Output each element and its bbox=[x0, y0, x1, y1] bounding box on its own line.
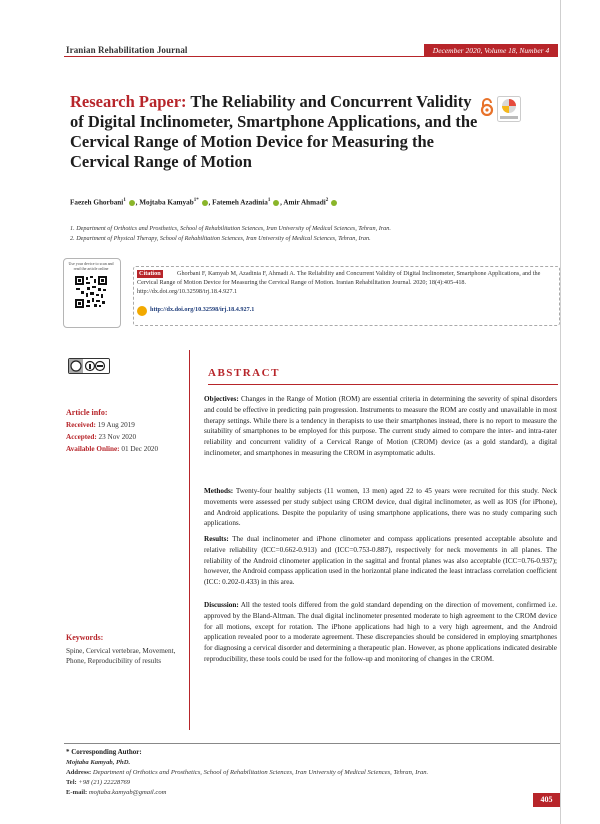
qr-caption: Use your device to scan and read the article online bbox=[68, 261, 114, 271]
issue-label: December 2020, Volume 18, Number 4 bbox=[424, 44, 558, 57]
citation-label: Citation bbox=[139, 270, 161, 277]
author-name[interactable]: Mojtaba Kamyab bbox=[139, 198, 194, 207]
affiliation-2: 2. Department of Physical Therapy, School of Rehabilitation Sciences, Iran University of Medical Sciences, Tehran, Iran. bbox=[70, 235, 371, 242]
doi-icon bbox=[137, 306, 147, 316]
objectives-label: Objectives: bbox=[204, 395, 239, 403]
results-label: Results: bbox=[204, 535, 229, 543]
email-label: E-mail: bbox=[66, 789, 88, 796]
cc-license-icon[interactable] bbox=[68, 358, 110, 374]
received-date bbox=[66, 421, 135, 429]
article-title bbox=[70, 92, 480, 172]
abstract-objectives bbox=[204, 394, 557, 459]
journal-name: Iranian Rehabilitation Journal bbox=[66, 45, 188, 55]
available-date bbox=[66, 445, 158, 453]
accepted-value: 23 Nov 2020 bbox=[98, 433, 137, 441]
article-type: Research Paper: bbox=[70, 92, 187, 111]
address-label: Address: bbox=[66, 769, 92, 776]
objectives-text: Changes in the Range of Motion (ROM) are essential criteria in determining the severity of spinal disorders and could be effective in predicting pain progression. Instruments to measure the ROM are costly and unavailable in most therapy settings. While there is a tendency in therapists to use their smartphones instead, there is no report to measure the suitability of smartphones to be employed for this purpose. The current study aimed to compare the inter- and intra-rater reliability and concurrent validity of a Cervical Range of Motion (CROM) device (as a gold standard), a digital inclinometer, and smartphones in measuring the CROM in asymptomatic adults. bbox=[204, 395, 557, 457]
author-affiliation: 1 bbox=[267, 198, 271, 203]
methods-text: Twenty-four healthy subjects (11 women, 13 men) aged 22 to 45 years were recruited for this study. Neck movements were assessed per study subject using CROM device, dual digital inclinometer, as well as IOS (for iPhone), and Android applications. Despite the popularity of using smartphone applications, there was no study comparing such applications. bbox=[204, 487, 557, 528]
corresponding-address bbox=[66, 769, 428, 776]
abstract-discussion bbox=[204, 600, 557, 665]
footer-rule bbox=[64, 743, 560, 744]
available-label: Available Online: bbox=[66, 445, 120, 453]
accepted-label: Accepted: bbox=[66, 433, 97, 441]
email-value[interactable]: mojtaba.kamyab@gmail.com bbox=[88, 789, 167, 796]
available-value: 01 Dec 2020 bbox=[121, 445, 159, 453]
results-text: The dual inclinometer and iPhone clinometer and compass applications presented acceptable absolute and relative reliability (ICC=0.662-0.913) and (ICC=0.753-0.887), respectively for neck movements in all planes. The reliability of the Android clinometer application in the sagittal and frontal planes was also acceptable (ICC=0.76-0.937); however, the Android compass application used in the horizontal plane indicated the least intraclass correlation coefficient (ICC: 0.202-0.433) in this area. bbox=[204, 535, 557, 587]
keywords-list: Spine, Cervical vertebrae, Movement, Phone, Reproducibility of results bbox=[66, 647, 176, 665]
discussion-label: Discussion: bbox=[204, 601, 239, 609]
received-label: Received: bbox=[66, 421, 96, 429]
address-value: Department of Orthotics and Prosthetics, School of Rehabilitation Sciences, Iran University of Medical Sciences, Tehran, Iran. bbox=[92, 769, 429, 776]
author-name[interactable]: Fatemeh Azadinia bbox=[212, 198, 268, 207]
corresponding-name: Mojtaba Kamyab, PhD. bbox=[66, 759, 131, 766]
author-affiliation: 1* bbox=[193, 198, 199, 203]
affiliation-1: 1. Department of Orthotics and Prosthetics, School of Rehabilitation Sciences, Iran University of Medical Sciences, Tehran, Iran. bbox=[70, 225, 391, 232]
orcid-icon[interactable] bbox=[273, 200, 279, 206]
citation-text: Ghorbani F, Kamyab M, Azadinia F, Ahmadi A. The Reliability and Concurrent Validity of Digital Inclinometer, Smartphone Applications, and the Cervical Range of Motion Device for Measuring the Cervical Range of Motion. Iranian Rehabilitation Journal. 2020; 18(4):405-418. http://dx.doi.org/10.32598/irj.18.4.927.1 bbox=[137, 270, 541, 295]
page-edge-line bbox=[560, 0, 561, 824]
author-affiliation: 1 bbox=[123, 198, 126, 203]
author-name[interactable]: Amir Ahmadi bbox=[283, 198, 326, 207]
title-text: The Reliability and Concurrent Validity of Digital Inclinometer, Smartphone Applications, and the Cervical Range of Motion Device for Measuring the Cervical Range of Motion bbox=[70, 92, 478, 171]
received-value: 19 Aug 2019 bbox=[97, 421, 135, 429]
orcid-icon[interactable] bbox=[129, 200, 135, 206]
discussion-text: All the tested tools differed from the gold standard depending on the direction of movement, confirmed i.e. approved by the Bland-Altman. The dual digital inclinometer presented moderate to high agreement to the CROM device for all motions, except for rotation. The iPhone applications had high to a very high agreement, and the Android application revealed poor to a moderate agreement. These discrepancies should be considered in employing smartphones for diagnosing a cervical disorder and determining a therapeutic plan. However, as phone applications indicated desirable reproducibility, these tools could be used for the follow-up and monitoring of changes in the CROM. bbox=[204, 601, 557, 663]
keywords-heading: Keywords: bbox=[66, 633, 104, 642]
tel-value: +98 (21) 22228769 bbox=[78, 779, 131, 786]
tel-label: Tel: bbox=[66, 779, 77, 786]
crossmark-icon[interactable] bbox=[497, 96, 521, 122]
abstract-results bbox=[204, 534, 557, 588]
methods-label: Methods: bbox=[204, 487, 234, 495]
abstract-methods bbox=[204, 486, 557, 529]
accepted-date bbox=[66, 433, 136, 441]
corresponding-heading: * Corresponding Author: bbox=[66, 748, 142, 756]
abstract-divider bbox=[189, 350, 190, 730]
corresponding-email bbox=[66, 789, 166, 796]
corresponding-tel bbox=[66, 779, 130, 786]
author-affiliation: 2 bbox=[325, 198, 329, 203]
abstract-heading: ABSTRACT bbox=[208, 367, 280, 379]
author-list: Faezeh Ghorbani$^1$ , Mojtaba Kamyab$^{1*}$ , Fatemeh Azadinia$^1$ , Amir Ahmadi$^2$ bbox=[70, 198, 338, 206]
orcid-icon[interactable] bbox=[202, 200, 208, 206]
open-access-icon bbox=[480, 98, 494, 116]
orcid-icon[interactable] bbox=[331, 200, 337, 206]
article-info-heading: Article info: bbox=[66, 408, 108, 417]
doi-link[interactable]: http://dx.doi.org/10.32598/irj.18.4.927.1 bbox=[150, 306, 255, 313]
page-number: 405 bbox=[533, 793, 560, 807]
qr-code-icon[interactable] bbox=[75, 276, 107, 308]
author-name[interactable]: Faezeh Ghorbani bbox=[70, 198, 124, 207]
abstract-rule bbox=[208, 384, 558, 385]
